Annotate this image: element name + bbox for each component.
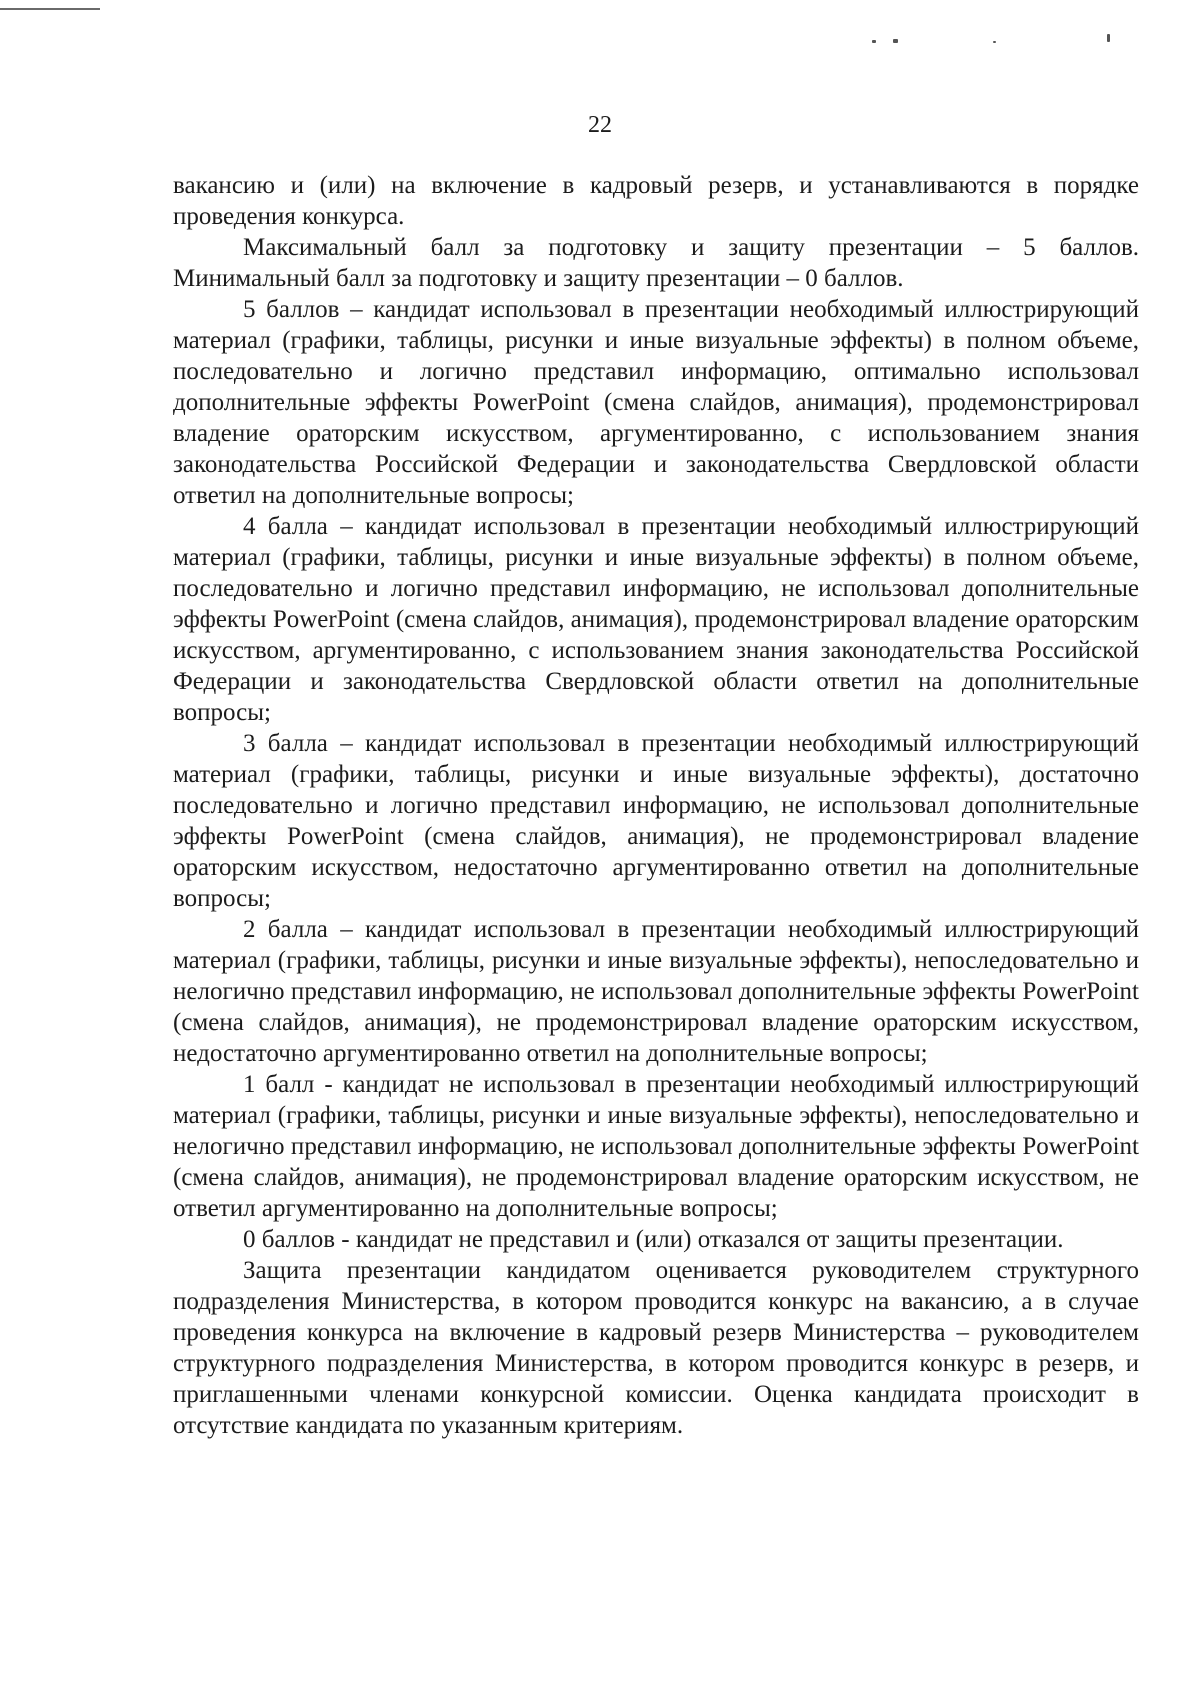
paragraph-score-1: 1 балл - кандидат не использовал в презентации необходимый иллюстрирующий материал (графики, таблицы, рисунки и иные визуальные эффекты), непоследовательно и нелогично представил информацию, не использовал дополнительные эффекты PowerPoint (смена слайдов, анимация), не продемонстрировал владение ораторским искусством, не ответил аргументированно на дополнительные вопросы; — [173, 1071, 1139, 1222]
paragraph-score-4: 4 балла – кандидат использовал в презентации необходимый иллюстрирующий материал (графики, таблицы, рисунки и иные визуальные эффекты) в полном объеме, последовательно и логично представил информацию, не использовал дополнительные эффекты PowerPoint (смена слайдов, анимация), продемонстрировал владение ораторским искусством, аргументированно, с использованием знания законодательства Российской Федерации и законодательства Свердловской области ответил на дополнительные вопросы; — [173, 513, 1139, 726]
scan-speck — [993, 41, 996, 43]
scan-speck — [893, 39, 898, 43]
paragraph-score-5: 5 баллов – кандидат использовал в презентации необходимый иллюстрирующий материал (графики, таблицы, рисунки и иные визуальные эффекты) в полном объеме, последовательно и логично представил информацию, оптимально использовал дополнительные эффекты PowerPoint (смена слайдов, анимация), продемонстрировал владение ораторским искусством, аргументированно, с использованием знания законодательства Российской Федерации и законодательства Свердловской области ответил на дополнительные вопросы; — [173, 296, 1139, 509]
paragraph-score-0: 0 баллов - кандидат не представил и (или) отказался от защиты презентации. — [243, 1226, 1064, 1253]
paragraph-evaluation: Защита презентации кандидатом оценивается руководителем структурного подразделения Министерства, в котором проводится конкурс на вакансию, а в случае проведения конкурса на включение в кадровый резерв Министерства – руководителем структурного подразделения Министерства, в котором проводится конкурс в резерв, и приглашенными членами конкурсной комиссии. Оценка кандидата происходит в отсутствие кандидата по указанным критериям. — [173, 1257, 1139, 1439]
page-number: 22 — [588, 112, 612, 138]
scan-artifact-line — [0, 8, 100, 10]
document-body — [173, 170, 1139, 1441]
paragraph-max-min-score: Максимальный балл за подготовку и защиту презентации – 5 баллов. Минимальный балл за подготовку и защиту презентации – 0 баллов. — [173, 234, 1139, 292]
paragraph-score-3: 3 балла – кандидат использовал в презентации необходимый иллюстрирующий материал (графики, таблицы, рисунки и иные визуальные эффекты), достаточно последовательно и логично представил информацию, не использовал дополнительные эффекты PowerPoint (смена слайдов, анимация), не продемонстрировал владение ораторским искусством, недостаточно аргументированно ответил на дополнительные вопросы; — [173, 730, 1139, 912]
paragraph-score-2: 2 балла – кандидат использовал в презентации необходимый иллюстрирующий материал (графики, таблицы, рисунки и иные визуальные эффекты), непоследовательно и нелогично представил информацию, не использовал дополнительные эффекты PowerPoint (смена слайдов, анимация), не продемонстрировал владение ораторским искусством, недостаточно аргументированно ответил на дополнительные вопросы; — [173, 916, 1139, 1067]
paragraph-continuation: вакансию и (или) на включение в кадровый резерв, и устанавливаются в порядке проведения конкурса. — [173, 172, 1139, 230]
scan-speck — [1107, 34, 1110, 42]
scan-speck — [872, 40, 876, 43]
